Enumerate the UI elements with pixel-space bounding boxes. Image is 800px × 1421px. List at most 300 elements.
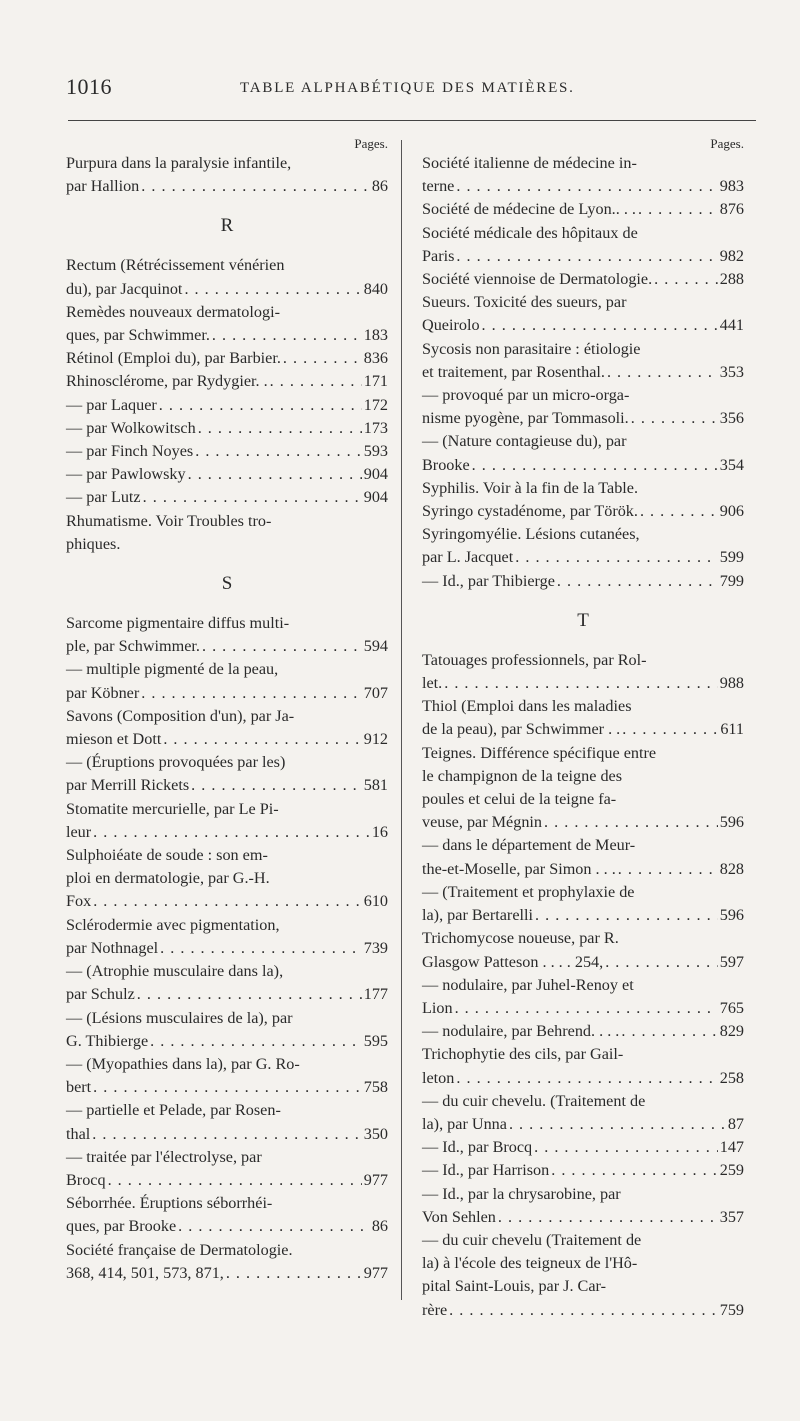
- leader-dots: [161, 728, 361, 751]
- entry-line: [66, 658, 388, 681]
- entry-line: [422, 1299, 744, 1322]
- entry-text: Sclérodermie avec pigmentation,: [66, 915, 280, 934]
- entry-line: [422, 384, 744, 407]
- entry-text: par Hallion: [66, 177, 140, 196]
- leader-dots: [507, 1113, 726, 1136]
- entry-line: [422, 268, 744, 291]
- entry-line: [422, 523, 744, 546]
- entry-line: [422, 742, 744, 765]
- entry-line: [422, 834, 744, 857]
- entry-line: [422, 454, 744, 477]
- right-column: [422, 136, 744, 1322]
- page-reference: 87: [727, 1114, 744, 1133]
- entry-line: [422, 407, 744, 430]
- entry-text: — nodulaire, par Juhel-Renoy et: [422, 975, 634, 994]
- entry-line: [422, 338, 744, 361]
- index-entry: [422, 1159, 744, 1182]
- entry-text: Rhumatisme. Voir Troubles tro-: [66, 511, 272, 530]
- entry-line: [422, 1275, 744, 1298]
- index-entry: [422, 291, 744, 337]
- entry-line: [66, 612, 388, 635]
- page-reference: 595: [363, 1031, 388, 1050]
- entry-text: Société de médecine de Lyon.. . .: [422, 200, 636, 219]
- page-reference: 183: [363, 326, 388, 345]
- entry-text: leton: [422, 1068, 455, 1087]
- entry-line: [66, 1146, 388, 1169]
- page-reference: 441: [719, 316, 744, 335]
- entry-text: Teignes. Différence spécifique entre: [422, 743, 657, 762]
- entry-line: [422, 811, 744, 834]
- entry-line: [422, 927, 744, 950]
- leader-dots: [141, 486, 362, 509]
- entry-line: [66, 370, 388, 393]
- entry-line: [422, 361, 744, 384]
- entry-text: — par Lutz: [66, 488, 141, 507]
- entry-text: — (Nature contagieuse du), par: [422, 432, 627, 451]
- entry-text: Sycosis non parasitaire : étiologie: [422, 339, 641, 358]
- page-reference: 356: [719, 409, 744, 428]
- entry-text: — Id., par la chrysarobine, par: [422, 1184, 621, 1203]
- entry-text: G. Thibierge: [66, 1031, 149, 1050]
- index-entry: [422, 477, 744, 500]
- index-entry: [66, 370, 388, 393]
- entry-text: — Id., par Thibierge: [422, 571, 555, 590]
- leader-dots: [135, 983, 362, 1006]
- page-reference: 86: [371, 177, 388, 196]
- index-entry: [422, 742, 744, 835]
- leader-dots: [638, 500, 718, 523]
- entry-text: thal: [66, 1124, 91, 1143]
- entry-line: [66, 1239, 388, 1262]
- entry-text: — par Wolkowitsch: [66, 418, 196, 437]
- entry-text: Tatouages professionnels, par Rol-: [422, 650, 647, 669]
- entry-line: [66, 1030, 388, 1053]
- leader-dots: [148, 1030, 362, 1053]
- entry-line: [422, 672, 744, 695]
- entry-line: [422, 1067, 744, 1090]
- index-entry: [66, 1099, 388, 1145]
- leader-dots: [182, 278, 361, 301]
- leader-dots: [496, 1206, 718, 1229]
- leader-dots: [513, 546, 717, 569]
- index-entry: [66, 1146, 388, 1192]
- entry-line: [66, 510, 388, 533]
- entry-line: [422, 1113, 744, 1136]
- leader-dots: [91, 1076, 362, 1099]
- index-entry: [422, 1090, 744, 1136]
- index-entry: [422, 430, 744, 476]
- entry-text: veuse, par Mégnin: [422, 813, 543, 832]
- entry-line: [66, 1007, 388, 1030]
- entry-text: terne: [422, 177, 455, 196]
- index-entry: [66, 152, 388, 198]
- entry-text: — (Atrophie musculaire dans la),: [66, 962, 284, 981]
- entry-line: [66, 347, 388, 370]
- leader-dots: [603, 951, 718, 974]
- entry-text: bert: [66, 1078, 92, 1097]
- index-entry: [66, 612, 388, 658]
- page-reference: 758: [363, 1078, 388, 1097]
- entry-text: — nodulaire, par Behrend. . . .: [422, 1022, 620, 1041]
- entry-text: Société viennoise de Dermatologie.: [422, 270, 653, 289]
- entry-line: [66, 914, 388, 937]
- entry-line: [66, 152, 388, 175]
- leader-dots: [91, 821, 370, 844]
- leader-dots: [268, 370, 362, 393]
- index-entry: [66, 347, 388, 370]
- index-entry: [66, 844, 388, 914]
- entry-text: let.: [422, 674, 443, 693]
- entry-text: leur: [66, 822, 92, 841]
- column-divider: [401, 140, 402, 1300]
- entry-line: [422, 175, 744, 198]
- index-entry: [422, 222, 744, 268]
- running-title: TABLE ALPHABÉTIQUE DES MATIÈRES.: [240, 80, 575, 96]
- page-reference: 707: [363, 683, 388, 702]
- entry-text: Rétinol (Emploi du), par Barbier.: [66, 349, 281, 368]
- entry-text: rère: [422, 1300, 448, 1319]
- entry-line: [422, 649, 744, 672]
- entry-text: — provoqué par un micro-orga-: [422, 386, 630, 405]
- entry-text: — (Éruptions provoquées par les): [66, 753, 286, 772]
- entry-text: Rhinosclérome, par Rydygier. .: [66, 372, 268, 391]
- entry-line: [422, 1020, 744, 1043]
- entry-line: [422, 1229, 744, 1252]
- entry-text: du), par Jacquinot: [66, 279, 183, 298]
- page-reference: 597: [719, 952, 744, 971]
- leader-dots: [605, 361, 718, 384]
- entry-line: [422, 1183, 744, 1206]
- entry-text: 368, 414, 501, 573, 871,: [66, 1263, 224, 1282]
- entry-line: [422, 1159, 744, 1182]
- leader-dots: [189, 774, 362, 797]
- entry-text: mieson et Dott: [66, 730, 162, 749]
- index-entry: [66, 254, 388, 300]
- index-entry: [66, 486, 388, 509]
- entry-line: [422, 546, 744, 569]
- entry-line: [66, 937, 388, 960]
- entry-text: Fox: [66, 892, 92, 911]
- entry-text: et traitement, par Rosenthal.: [422, 362, 605, 381]
- entry-line: [422, 997, 744, 1020]
- entry-line: [66, 278, 388, 301]
- entry-text: la) à l'école des teigneux de l'Hô-: [422, 1254, 638, 1273]
- entry-line: [66, 463, 388, 486]
- leader-dots: [106, 1169, 362, 1192]
- pages-label: Pages.: [354, 136, 388, 151]
- entry-line: [422, 1252, 744, 1275]
- leader-dots: [176, 1215, 370, 1238]
- page-reference: 982: [719, 246, 744, 265]
- pages-label: Pages.: [710, 136, 744, 151]
- entry-text: — (Lésions musculaires de la), par: [66, 1008, 293, 1027]
- page-reference: 16: [371, 822, 388, 841]
- leader-dots: [281, 347, 362, 370]
- leader-dots: [480, 314, 718, 337]
- entry-line: [422, 858, 744, 881]
- index-entry: [66, 463, 388, 486]
- entry-text: Sueurs. Toxicité des sueurs, par: [422, 293, 627, 312]
- entry-line: [66, 798, 388, 821]
- entry-text: — dans le département de Meur-: [422, 836, 636, 855]
- entry-line: [66, 254, 388, 277]
- entry-text: — (Traitement et prophylaxie de: [422, 882, 635, 901]
- entry-line: [422, 881, 744, 904]
- entry-line: [422, 974, 744, 997]
- index-entry: [66, 1192, 388, 1238]
- entry-text: Von Sehlen: [422, 1207, 496, 1226]
- leader-dots: [616, 858, 718, 881]
- entry-text: de la peau), par Schwimmer . .: [422, 720, 621, 739]
- index-entry: [66, 705, 388, 751]
- entry-line: [66, 1192, 388, 1215]
- entry-line: [66, 1076, 388, 1099]
- page-reference: 739: [363, 938, 388, 957]
- index-entry: [422, 927, 744, 973]
- index-entry: [422, 974, 744, 1020]
- leader-dots: [200, 635, 362, 658]
- leader-dots: [470, 454, 718, 477]
- page-reference: 906: [719, 502, 744, 521]
- entry-text: — Id., par Brocq: [422, 1138, 533, 1157]
- leader-dots: [196, 417, 362, 440]
- entry-text: ques, par Schwimmer.: [66, 326, 210, 345]
- leader-dots: [533, 904, 718, 927]
- page-header: [66, 74, 756, 106]
- page-reference: 765: [719, 998, 744, 1017]
- entry-text: Rectum (Rétrécissement vénérien: [66, 256, 285, 275]
- entry-text: par L. Jacquet: [422, 548, 514, 567]
- entry-text: Purpura dans la paralysie infantile,: [66, 154, 292, 172]
- entry-text: par Köbner: [66, 683, 140, 702]
- page-reference: 593: [363, 442, 388, 461]
- index-entry: [66, 1239, 388, 1285]
- entry-line: [422, 152, 744, 175]
- entry-line: [66, 1169, 388, 1192]
- page-reference: 977: [363, 1170, 388, 1189]
- index-entry: [422, 338, 744, 384]
- section-letter: T: [577, 609, 589, 631]
- leader-dots: [532, 1136, 718, 1159]
- page-reference: 876: [719, 200, 744, 219]
- leader-dots: [454, 245, 717, 268]
- entry-text: la), par Unna: [422, 1114, 507, 1133]
- leader-dots: [158, 937, 362, 960]
- entry-line: [422, 1136, 744, 1159]
- leader-dots: [157, 394, 362, 417]
- entry-text: — par Finch Noyes: [66, 442, 194, 461]
- page-reference: 983: [719, 177, 744, 196]
- entry-text: Lion: [422, 998, 453, 1017]
- index-entry: [422, 268, 744, 291]
- page-reference: 288: [719, 270, 744, 289]
- leader-dots: [636, 198, 718, 221]
- entry-line: [422, 1206, 744, 1229]
- leader-dots: [619, 1020, 717, 1043]
- entry-text: ple, par Schwimmer.: [66, 637, 200, 656]
- entry-line: [422, 1043, 744, 1066]
- entry-line: [66, 844, 388, 867]
- page-reference: 357: [719, 1207, 744, 1226]
- entry-text: Société médicale des hôpitaux de: [422, 223, 638, 242]
- index-entry: [66, 440, 388, 463]
- entry-text: Brooke: [422, 455, 470, 474]
- entry-line: [66, 175, 388, 198]
- entry-line: [422, 904, 744, 927]
- index-entry: [66, 301, 388, 347]
- index-entry: [66, 914, 388, 960]
- index-entry: [422, 695, 744, 741]
- page-reference: 258: [719, 1068, 744, 1087]
- entry-line: [66, 635, 388, 658]
- index-entry: [422, 384, 744, 430]
- leader-dots: [91, 890, 362, 913]
- entry-line: [422, 570, 744, 593]
- index-entry: [422, 570, 744, 593]
- page-reference: 596: [719, 813, 744, 832]
- page-reference: 581: [363, 776, 388, 795]
- leader-dots: [620, 718, 718, 741]
- entry-line: [422, 951, 744, 974]
- page-reference: 610: [363, 892, 388, 911]
- leader-dots: [549, 1159, 718, 1182]
- entry-line: [422, 198, 744, 221]
- entry-line: [66, 1053, 388, 1076]
- entry-line: [66, 324, 388, 347]
- index-entry: [66, 1007, 388, 1053]
- index-entry: [66, 960, 388, 1006]
- entry-text: — par Laquer: [66, 395, 157, 414]
- entry-text: Paris: [422, 246, 455, 265]
- page-reference: 594: [363, 637, 388, 656]
- index-entry: [422, 523, 744, 569]
- page-reference: 147: [719, 1138, 744, 1157]
- entry-line: [422, 222, 744, 245]
- entry-line: [66, 983, 388, 1006]
- leader-dots: [652, 268, 718, 291]
- leader-dots: [90, 1123, 361, 1146]
- section-letter: S: [221, 573, 233, 595]
- entry-text: Société italienne de médecine in-: [422, 154, 637, 172]
- entry-text: — partielle et Pelade, par Rosen-: [66, 1101, 281, 1120]
- entry-line: [66, 486, 388, 509]
- entry-line: [66, 728, 388, 751]
- index-entry: [422, 881, 744, 927]
- leader-dots: [186, 463, 362, 486]
- index-entry: [422, 1043, 744, 1089]
- page-reference: 172: [363, 395, 388, 414]
- index-entry: [422, 198, 744, 221]
- entry-line: [422, 500, 744, 523]
- entry-text: the-et-Moselle, par Simon . . .: [422, 859, 616, 878]
- index-entry: [422, 1183, 744, 1229]
- entry-text: Trichophytie des cils, par Gail-: [422, 1045, 624, 1064]
- entry-text: le champignon de la teigne des: [422, 766, 623, 785]
- entry-text: Sarcome pigmentaire diffus multi-: [66, 614, 290, 633]
- leader-dots: [629, 407, 718, 430]
- entry-text: — (Myopathies dans la), par G. Ro-: [66, 1054, 300, 1073]
- leader-dots: [224, 1262, 362, 1285]
- page-reference: 171: [363, 372, 388, 391]
- leader-dots: [453, 997, 718, 1020]
- entry-text: la), par Bertarelli: [422, 906, 534, 925]
- page-reference: 829: [719, 1022, 744, 1041]
- entry-text: Société française de Dermatologie.: [66, 1240, 293, 1259]
- entry-text: — du cuir chevelu. (Traitement de: [422, 1091, 646, 1110]
- entry-line: [66, 705, 388, 728]
- entry-text: Séborrhée. Éruptions séborrhéi-: [66, 1194, 273, 1213]
- entry-text: ploi en dermatologie, par G.-H.: [66, 869, 270, 888]
- index-entry: [422, 500, 744, 523]
- leader-dots: [139, 175, 370, 198]
- index-entry: [422, 1136, 744, 1159]
- index-entry: [422, 649, 744, 695]
- entry-line: [422, 430, 744, 453]
- page-reference: 354: [719, 455, 744, 474]
- entry-text: — du cuir chevelu (Traitement de: [422, 1230, 642, 1249]
- page-reference: 173: [363, 418, 388, 437]
- entry-line: [422, 765, 744, 788]
- entry-line: [66, 533, 388, 556]
- entry-line: [422, 314, 744, 337]
- entry-text: ques, par Brooke: [66, 1217, 177, 1236]
- entry-text: poules et celui de la teigne fa-: [422, 790, 617, 809]
- entry-text: par Nothnagel: [66, 938, 159, 957]
- entry-line: [66, 394, 388, 417]
- entry-line: [422, 291, 744, 314]
- entry-line: [422, 477, 744, 500]
- entry-line: [66, 417, 388, 440]
- page-reference: 912: [363, 730, 388, 749]
- entry-line: [66, 1262, 388, 1285]
- entry-line: [66, 440, 388, 463]
- entry-text: nisme pyogène, par Tommasoli.: [422, 409, 629, 428]
- entry-line: [66, 960, 388, 983]
- entry-line: [66, 890, 388, 913]
- leader-dots: [542, 811, 718, 834]
- entry-line: [422, 718, 744, 741]
- index-entry: [66, 394, 388, 417]
- leader-dots: [555, 570, 718, 593]
- entry-text: Glasgow Patteson . . . . 254,: [422, 952, 604, 971]
- entry-text: Syringomyélie. Lésions cutanées,: [422, 525, 640, 544]
- entry-line: [66, 682, 388, 705]
- page-reference: 259: [719, 1161, 744, 1180]
- page-reference: 759: [719, 1300, 744, 1319]
- leader-dots: [454, 175, 717, 198]
- entry-text: Savons (Composition d'un), par Ja-: [66, 706, 295, 725]
- page-reference: 177: [363, 985, 388, 1004]
- page-reference: 977: [363, 1263, 388, 1282]
- page-reference: 799: [719, 571, 744, 590]
- entry-text: phiques.: [66, 534, 121, 553]
- index-entry: [422, 152, 744, 198]
- entry-text: par Schulz: [66, 985, 135, 1004]
- index-entry: [422, 834, 744, 880]
- index-entry: [422, 1020, 744, 1043]
- entry-line: [66, 1215, 388, 1238]
- entry-text: Stomatite mercurielle, par Le Pi-: [66, 799, 279, 818]
- page-reference: 836: [363, 349, 388, 368]
- page-reference: 904: [363, 465, 388, 484]
- entry-text: Syringo cystadénome, par Török.: [422, 502, 638, 521]
- index-entry: [66, 510, 388, 556]
- entry-text: pital Saint-Louis, par J. Car-: [422, 1277, 606, 1296]
- entry-line: [66, 867, 388, 890]
- entry-text: Syphilis. Voir à la fin de la Table.: [422, 478, 639, 497]
- entry-text: — multiple pigmenté de la peau,: [66, 660, 279, 679]
- index-entry: [66, 417, 388, 440]
